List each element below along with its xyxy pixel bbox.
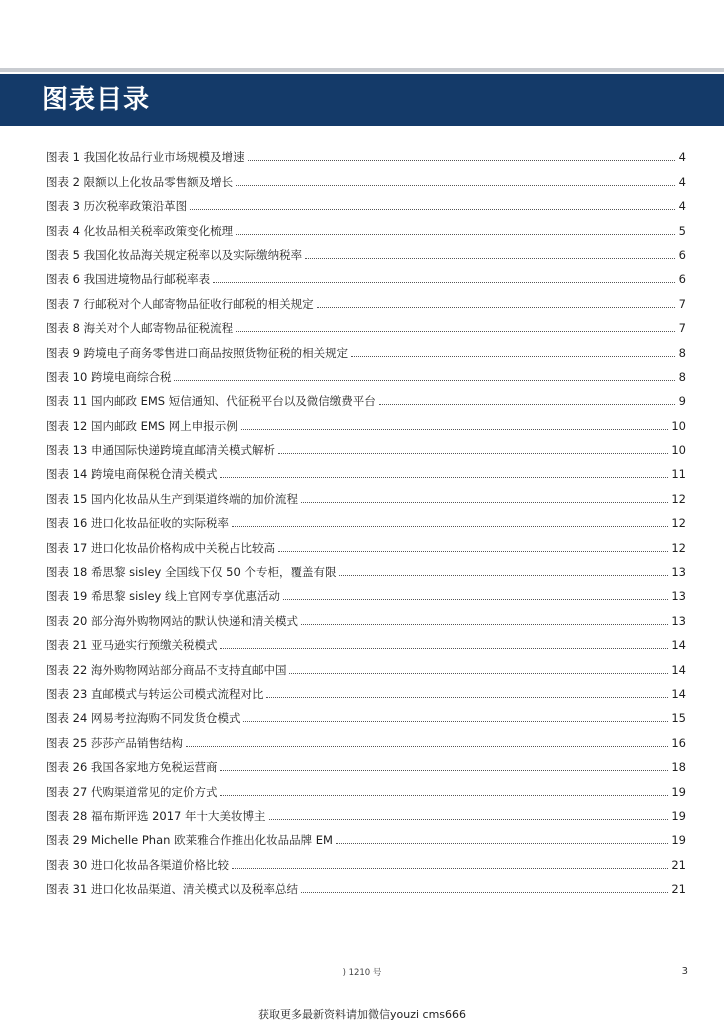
- dot-leader: [220, 794, 668, 796]
- toc-entry-page: 21: [671, 882, 686, 897]
- toc-entry-label: 图表 26 我国各家地方免税运营商: [46, 760, 218, 775]
- dot-leader: [305, 257, 675, 259]
- toc-entry-label: 图表 18 希思黎 sisley 全国线下仅 50 个专柜，覆盖有限: [46, 565, 337, 580]
- toc-entry-page: 4: [678, 150, 686, 165]
- dot-leader: [266, 696, 668, 698]
- toc-entry[interactable]: [46, 506, 686, 530]
- toc-entry-label: 图表 23 直邮模式与转运公司模式流程对比: [46, 686, 264, 701]
- bottom-watermark-text: 获取更多最新资料请加微信youzi cms666: [257, 1008, 467, 1021]
- dot-leader: [213, 281, 675, 283]
- dot-leader: [190, 208, 675, 210]
- toc-entry-label: 图表 31 进口化妆品渠道、清关模式以及税率总结: [46, 882, 298, 897]
- toc-entry-label: 图表 15 国内化妆品从生产到渠道终端的加价流程: [46, 491, 298, 506]
- toc-entry-page: 6: [678, 247, 686, 262]
- dot-leader: [351, 355, 675, 357]
- toc-entry-page: 12: [671, 540, 686, 555]
- toc-entry-label: 图表 4 化妆品相关税率政策变化梳理: [46, 223, 234, 238]
- dot-leader: [301, 891, 668, 893]
- dot-leader: [283, 598, 668, 600]
- dot-leader: [289, 672, 668, 674]
- toc-entry[interactable]: [46, 262, 686, 286]
- toc-entry-label: 图表 20 部分海外购物网站的默认快递和清关模式: [46, 613, 298, 628]
- dot-leader: [241, 428, 669, 430]
- dot-leader: [278, 550, 668, 552]
- toc-entry-label: 图表 1 我国化妆品行业市场规模及增速: [46, 150, 245, 165]
- toc-entry-label: 图表 24 网易考拉海购不同发货仓模式: [46, 711, 241, 726]
- toc-entry[interactable]: [46, 408, 686, 432]
- toc-entry[interactable]: [46, 238, 686, 262]
- toc-entry-page: 16: [671, 735, 686, 750]
- toc-entry-page: 9: [678, 394, 686, 409]
- dot-leader: [220, 476, 668, 478]
- toc-entry[interactable]: [46, 701, 686, 725]
- dot-leader: [278, 452, 668, 454]
- dot-leader: [232, 867, 668, 869]
- toc-entry-label: 图表 21 亚马逊实行预缴关税模式: [46, 638, 218, 653]
- toc-entry-page: 21: [671, 857, 686, 872]
- toc-entry-page: 5: [678, 223, 686, 238]
- toc-entry-label: 图表 9 跨境电子商务零售进口商品按照货物征税的相关规定: [46, 345, 349, 360]
- toc-entry-page: 14: [671, 638, 686, 653]
- toc-entry-page: 19: [671, 808, 686, 823]
- dot-leader: [248, 159, 675, 161]
- toc-entry[interactable]: [46, 433, 686, 457]
- toc-entry-page: 18: [671, 760, 686, 775]
- toc-entry-page: 15: [671, 711, 686, 726]
- toc-entry-page: 14: [671, 686, 686, 701]
- toc-entry-page: 4: [678, 174, 686, 189]
- dot-leader: [301, 501, 668, 503]
- toc-entry[interactable]: [46, 872, 686, 896]
- toc-entry-label: 图表 5 我国化妆品海关规定税率以及实际缴纳税率: [46, 247, 303, 262]
- toc-entry-page: 13: [671, 613, 686, 628]
- toc-entry[interactable]: [46, 286, 686, 310]
- toc-entry[interactable]: [46, 530, 686, 554]
- toc-entry-label: 图表 29 Michelle Phan 欧莱雅合作推出化妆品品牌 EM: [46, 833, 333, 848]
- toc-entry-label: 图表 30 进口化妆品各渠道价格比较: [46, 857, 229, 872]
- toc-entry[interactable]: [46, 189, 686, 213]
- toc-entry-label: 图表 16 进口化妆品征收的实际税率: [46, 516, 229, 531]
- toc-entry-label: 图表 17 进口化妆品价格构成中关税占比较高: [46, 540, 275, 555]
- toc-entry[interactable]: [46, 164, 686, 188]
- toc-entry[interactable]: [46, 847, 686, 871]
- toc-entry-page: 14: [671, 662, 686, 677]
- title-band: [0, 74, 724, 126]
- toc-entry-label: 图表 2 限额以上化妆品零售额及增长: [46, 174, 234, 189]
- toc-entry-page: 8: [678, 345, 686, 360]
- dot-leader: [236, 184, 675, 186]
- dot-leader: [220, 647, 668, 649]
- toc-entry-label: 图表 27 代购渠道常见的定价方式: [46, 784, 218, 799]
- toc-entry-label: 图表 8 海关对个人邮寄物品征税流程: [46, 321, 234, 336]
- toc-entry[interactable]: [46, 750, 686, 774]
- dot-leader: [379, 403, 675, 405]
- toc-entry-page: 8: [678, 369, 686, 384]
- toc-entry-page: 11: [671, 467, 686, 482]
- toc-entry-label: 图表 3 历次税率政策沿革图: [46, 199, 188, 214]
- dot-leader: [186, 745, 668, 747]
- toc-entry-label: 图表 6 我国进境物品行邮税率表: [46, 272, 211, 287]
- toc-entry-page: 12: [671, 516, 686, 531]
- page-title: 图表目录: [42, 85, 151, 115]
- toc-entry-page: 10: [671, 443, 686, 458]
- toc-entry[interactable]: [46, 725, 686, 749]
- dot-leader: [301, 623, 668, 625]
- toc-entry-page: 12: [671, 491, 686, 506]
- toc-entry-label: 图表 28 福布斯评选 2017 年十大美妆博主: [46, 808, 266, 823]
- footer-note: ) 1210 号: [342, 968, 382, 978]
- toc-entry[interactable]: [46, 774, 686, 798]
- toc-entry[interactable]: [46, 481, 686, 505]
- dot-leader: [336, 842, 668, 844]
- dot-leader: [269, 818, 669, 820]
- toc-entry-label: 图表 22 海外购物网站部分商品不支持直邮中国: [46, 662, 287, 677]
- toc-entry[interactable]: [46, 579, 686, 603]
- toc-entry[interactable]: [46, 311, 686, 335]
- toc-entry[interactable]: [46, 652, 686, 676]
- toc-entry-label: 图表 11 国内邮政 EMS 短信通知、代征税平台以及微信缴费平台: [46, 394, 376, 409]
- header-rule: [0, 68, 724, 72]
- dot-leader: [339, 574, 668, 576]
- toc-entry[interactable]: [46, 555, 686, 579]
- page-number: 3: [681, 966, 688, 977]
- dot-leader: [220, 769, 668, 771]
- toc-entry[interactable]: [46, 384, 686, 408]
- toc-entry-page: 7: [678, 321, 686, 336]
- toc-entry[interactable]: [46, 677, 686, 701]
- toc-entry-label: 图表 10 跨境电商综合税: [46, 369, 172, 384]
- toc-entry-page: 13: [671, 565, 686, 580]
- dot-leader: [236, 330, 675, 332]
- table-of-figures: [46, 140, 686, 896]
- toc-entry-page: 10: [671, 418, 686, 433]
- toc-entry[interactable]: [46, 457, 686, 481]
- toc-entry[interactable]: [46, 603, 686, 627]
- toc-entry-label: 图表 19 希思黎 sisley 线上官网专享优惠活动: [46, 589, 281, 604]
- toc-entry-page: 6: [678, 272, 686, 287]
- toc-entry[interactable]: [46, 799, 686, 823]
- toc-entry[interactable]: [46, 213, 686, 237]
- toc-entry-label: 图表 25 莎莎产品销售结构: [46, 735, 183, 750]
- dot-leader: [174, 379, 675, 381]
- toc-entry-page: 13: [671, 589, 686, 604]
- dot-leader: [317, 306, 675, 308]
- toc-entry[interactable]: [46, 628, 686, 652]
- toc-entry-page: 4: [678, 199, 686, 214]
- toc-entry-page: 19: [671, 784, 686, 799]
- toc-entry[interactable]: [46, 360, 686, 384]
- toc-entry-label: 图表 12 国内邮政 EMS 网上申报示例: [46, 418, 238, 433]
- dot-leader: [232, 525, 668, 527]
- toc-entry-label: 图表 13 申通国际快递跨境直邮清关模式解析: [46, 443, 275, 458]
- toc-entry[interactable]: [46, 140, 686, 164]
- toc-entry[interactable]: [46, 823, 686, 847]
- dot-leader: [243, 720, 668, 722]
- toc-entry-label: 图表 14 跨境电商保税仓清关模式: [46, 467, 218, 482]
- toc-entry-page: 19: [671, 833, 686, 848]
- dot-leader: [236, 233, 675, 235]
- toc-entry-page: 7: [678, 296, 686, 311]
- toc-entry-label: 图表 7 行邮税对个人邮寄物品征收行邮税的相关规定: [46, 296, 314, 311]
- toc-entry[interactable]: [46, 335, 686, 359]
